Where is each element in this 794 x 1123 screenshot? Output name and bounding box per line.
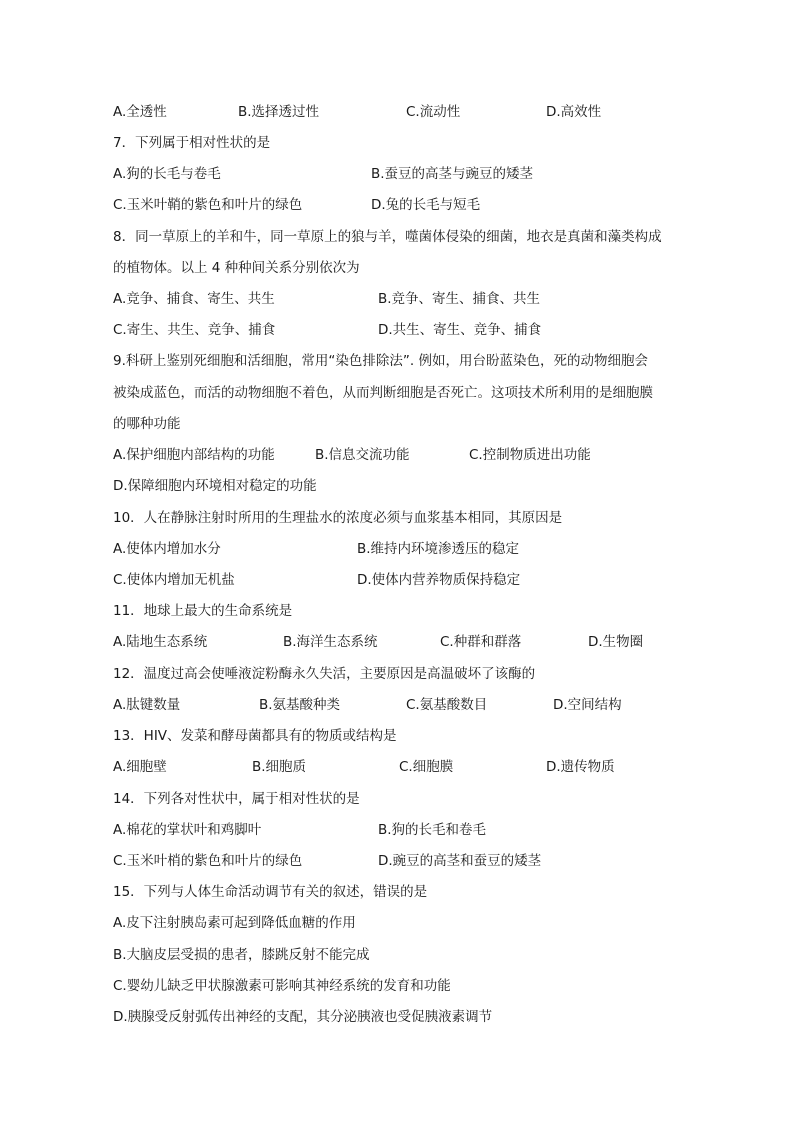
question-10-stem: 10．人在静脉注射时所用的生理盐水的浓度必须与血浆基本相同，其原因是 <box>113 510 563 526</box>
question-15-option-b: B.大脑皮层受损的患者，膝跳反射不能完成 <box>113 947 370 963</box>
option-a: A.陆地生态系统 <box>113 634 208 650</box>
option-a: A.狗的长毛与卷毛 <box>113 166 221 182</box>
question-9-stem-cont: 被染成蓝色，而活的动物细胞不着色，从而判断细胞是否死亡。这项技术所利用的是细胞膜 <box>113 385 653 401</box>
option-d: D.生物圈 <box>588 634 644 650</box>
question-12-stem: 12．温度过高会使唾液淀粉酶永久失活，主要原因是高温破坏了该酶的 <box>113 666 536 682</box>
option-a: A.肽键数量 <box>113 697 181 713</box>
question-15-option-c: C.婴幼儿缺乏甲状腺激素可影响其神经系统的发育和功能 <box>113 978 451 994</box>
question-8-stem-cont: 的植物体。以上 4 种种间关系分别依次为 <box>113 260 360 276</box>
option-c: C.寄生、共生、竞争、捕食 <box>113 322 276 338</box>
option-b: B.竞争、寄生、捕食、共生 <box>378 291 541 307</box>
option-c: C.流动性 <box>406 104 461 120</box>
question-9-stem: 9.科研上鉴别死细胞和活细胞，常用“染色排除法”. 例如，用台盼蓝染色，死的动物细胞会 <box>113 353 648 369</box>
option-a: A.棉花的掌状叶和鸡脚叶 <box>113 822 262 838</box>
option-a: A.竞争、捕食、寄生、共生 <box>113 291 275 307</box>
question-15-option-d: D.胰腺受反射弧传出神经的支配，其分泌胰液也受促胰液素调节 <box>113 1009 493 1025</box>
option-b: B.选择透过性 <box>238 104 320 120</box>
option-a: A.全透性 <box>113 104 167 120</box>
option-b: B.蚕豆的高茎与豌豆的矮茎 <box>371 166 534 182</box>
option-b: B.维持内环境渗透压的稳定 <box>357 541 520 557</box>
question-14-stem: 14．下列各对性状中，属于相对性状的是 <box>113 791 360 807</box>
question-9-stem-end: 的哪种功能 <box>113 416 181 432</box>
option-b: B.狗的长毛和卷毛 <box>378 822 487 838</box>
question-11-stem: 11．地球上最大的生命系统是 <box>113 603 293 619</box>
option-b: B.信息交流功能 <box>315 447 410 463</box>
option-c: C.玉米叶梢的紫色和叶片的绿色 <box>113 853 303 869</box>
question-7-stem: 7．下列属于相对性状的是 <box>113 135 271 151</box>
option-d: D.遗传物质 <box>546 759 615 775</box>
option-d: D.高效性 <box>546 104 602 120</box>
option-b: B.细胞质 <box>252 759 307 775</box>
option-c: C.氨基酸数目 <box>406 697 488 713</box>
option-c: C.玉米叶鞘的紫色和叶片的绿色 <box>113 197 303 213</box>
option-a: A.细胞壁 <box>113 759 167 775</box>
option-b: B.海洋生态系统 <box>283 634 378 650</box>
option-d: D.空间结构 <box>553 697 622 713</box>
question-9-option-d: D.保障细胞内环境相对稳定的功能 <box>113 478 317 494</box>
option-c: C.种群和群落 <box>440 634 522 650</box>
option-d: D.共生、寄生、竞争、捕食 <box>378 322 542 338</box>
question-15-stem: 15．下列与人体生命活动调节有关的叙述，错误的是 <box>113 884 428 900</box>
question-13-stem: 13．HIV、发菜和酵母菌都具有的物质或结构是 <box>113 728 397 744</box>
option-a: A.使体内增加水分 <box>113 541 221 557</box>
option-d: D.兔的长毛与短毛 <box>371 197 481 213</box>
option-d: D.使体内营养物质保持稳定 <box>357 572 521 588</box>
option-d: D.豌豆的高茎和蚕豆的矮茎 <box>378 853 542 869</box>
option-b: B.氨基酸种类 <box>259 697 341 713</box>
option-a: A.保护细胞内部结构的功能 <box>113 447 275 463</box>
option-c: C.细胞膜 <box>399 759 454 775</box>
question-15-option-a: A.皮下注射胰岛素可起到降低血糖的作用 <box>113 915 356 931</box>
option-c: C.控制物质进出功能 <box>469 447 591 463</box>
question-8-stem: 8．同一草原上的羊和牛，同一草原上的狼与羊，噬菌体侵染的细菌，地衣是真菌和藻类构成 <box>113 229 662 245</box>
option-c: C.使体内增加无机盐 <box>113 572 235 588</box>
